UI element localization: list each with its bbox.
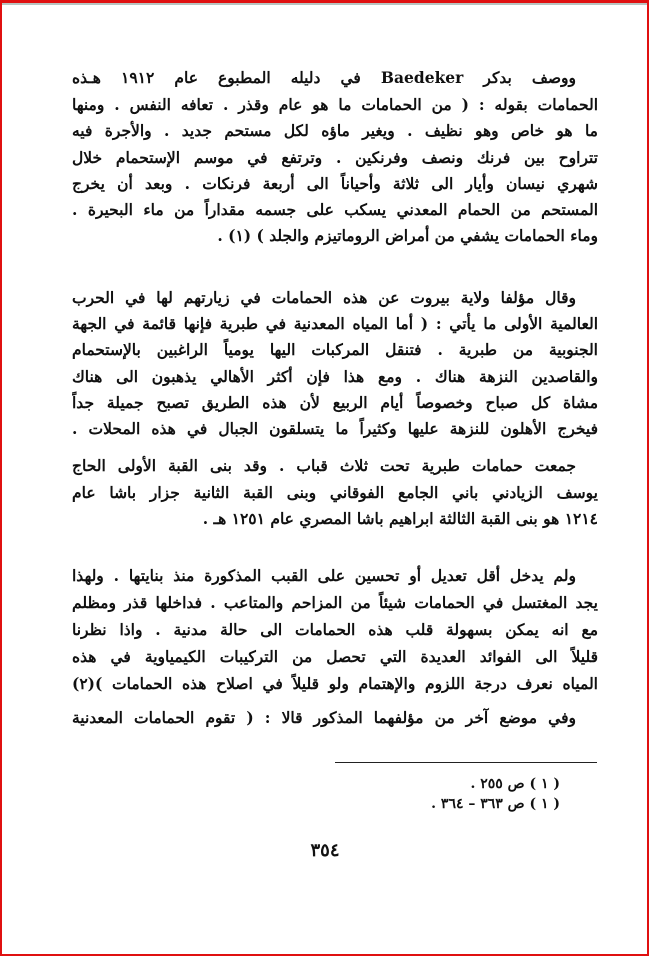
text-line: مشاة كل صباح وخصوصاً أيام الربيع لأن هذه الطريق تصبح جميلة جداً xyxy=(72,393,598,412)
text-line: وفي موضع آخر من مؤلفهما المذكور قالا : ( تقوم الحمامات المعدنية xyxy=(72,708,576,727)
text-line: تتراوح بين فرنك ونصف وفرنكين . وترتفع في موسم الإستحمام خلال xyxy=(72,148,598,167)
footnote-divider xyxy=(335,762,597,763)
text-line: يجد المغتسل في الحمامات شيئاً من المزاحم والمتاعب . فداخلها قذر ومظلم xyxy=(72,593,598,612)
footnote: ( ١ ) ص ٣٦٣ – ٣٦٤ . xyxy=(431,796,560,812)
text-line: قليلاً الى الفوائد العديدة التي تحصل من التركيبات الكيمياوية في هذه xyxy=(72,647,598,666)
text-line: مع انه يمكن بسهولة قلب هذه الحمامات الى حالة مدنية . واذا نظرنا xyxy=(72,620,598,639)
text-line: العالمية الأولى ما يأتي : ( أما المياه المعدنية في طبرية فإنها قائمة في الجهة xyxy=(72,314,598,333)
text-line: المستحم من الحمام المعدني يسكب على جسمه مقداراً من ماء البحيرة . xyxy=(72,200,598,219)
text-line: فيخرج الأهلون للنزهة عليها وكثيراً ما يتسلقون الجبال في هذه المحلات . xyxy=(72,419,598,438)
text-line: يوسف الزيادني باني الجامع الفوقاني وبنى القبة الثانية جزار باشا عام xyxy=(72,483,598,502)
text-line: الجنوبية من طبرية . فتنقل المركبات اليها يومياً الراغبين بالإستحمام xyxy=(72,340,598,359)
text-line: الحمامات بقوله : ( من الحمامات ما هو عام وقذر . تعافه النفس . ومنها xyxy=(72,95,598,114)
text-line: ١٢١٤ هو بنى القبة الثالثة ابراهيم باشا المصري عام ١٢٥١ هـ . xyxy=(202,509,598,528)
text-line: شهري نيسان وأيار الى ثلاثة وأحياناً الى أربعة فرنكات . وبعد أن يخرج xyxy=(72,174,598,193)
footnote: ( ١ ) ص ٢٥٥ . xyxy=(470,776,560,792)
text-line: ما هو خاص وهو نظيف . ويغير ماؤه لكل مستحم جديد . والأجرة فيه xyxy=(72,121,598,140)
page-number: ٣٥٤ xyxy=(310,840,340,861)
text-line: ووصف بدكر Baedeker في دليله المطبوع عام ١٩١٢ هـذه xyxy=(72,68,576,87)
text-line: والقاصدين النزهة هناك . ومع هذا فإن أكثر الأهالي يذهبون الى هناك xyxy=(72,367,598,386)
text-line: جمعت حمامات طبرية تحت ثلاث قباب . وقد بنى القبة الأولى الحاج xyxy=(72,456,576,475)
text-line: ولم يدخل أقل تعديل أو تحسين على القبب المذكورة منذ بنايتها . ولهذا xyxy=(72,566,576,585)
text-line: المياه نعرف درجة اللزوم والإهتمام ولو قليلاً في اصلاح هذه الحمامات )(٢) xyxy=(72,674,598,693)
text-line: وماء الحمامات يشفي من أمراض الروماتيزم والجلد ) (١) . xyxy=(217,226,598,245)
text-line: وقال مؤلفا ولاية بيروت عن هذه الحمامات في زيارتهم لها في الحرب xyxy=(72,288,576,307)
